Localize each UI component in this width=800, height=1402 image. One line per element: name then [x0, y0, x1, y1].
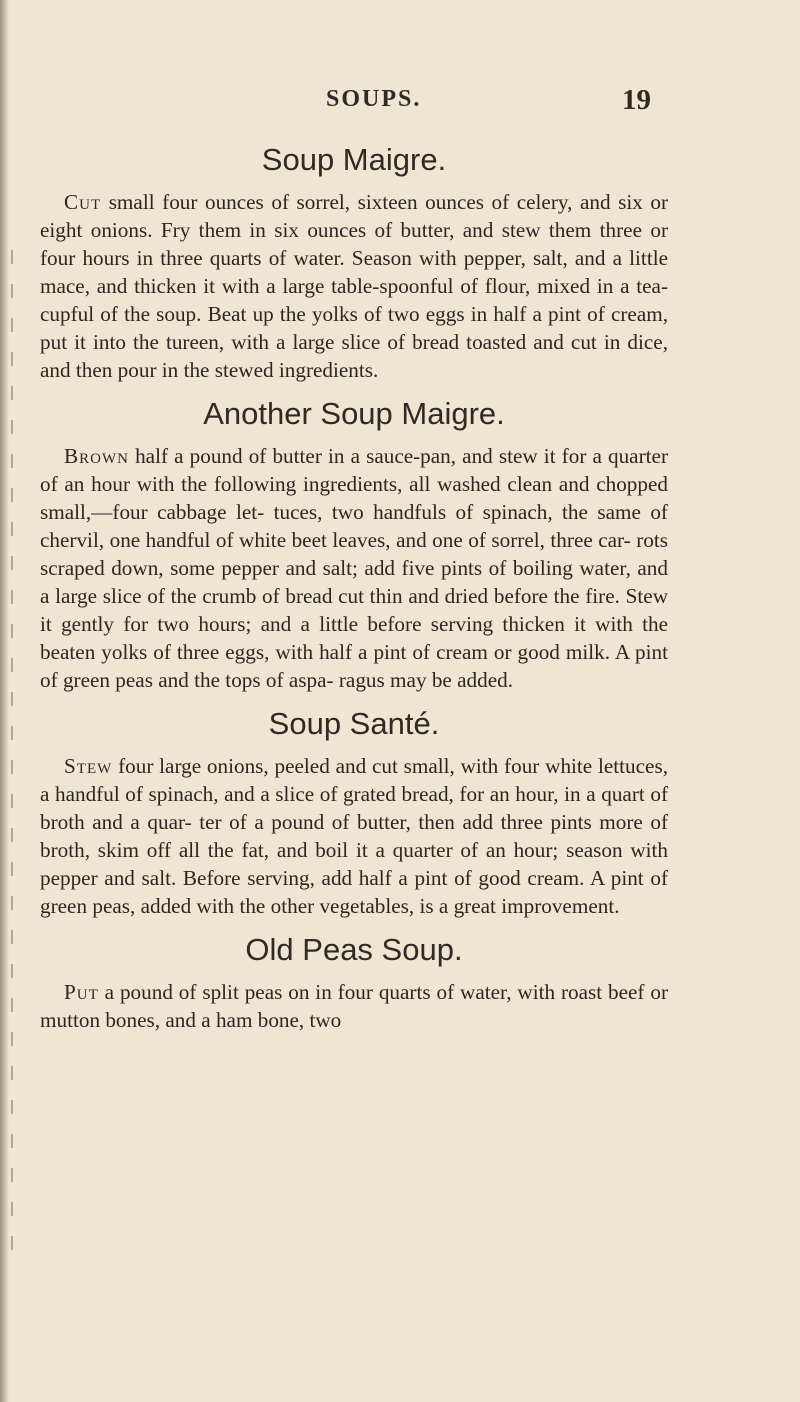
- recipe-title: Another Soup Maigre.: [203, 396, 505, 431]
- recipe-text: small four ounces of sorrel, sixteen ounces of celery, and six or eight onions. Fry them in six ounces of butter, and stew them three or four hours in three quarts of water. Season with pepper, salt, and a little mace, and thicken it with a large table-spoonful of flour, mixed in a tea-cupful of the soup. Beat up the yolks of two eggs in half a pint of cream, put it into the tureen, with a large slice of bread toasted and cut in dice, and then pour in the stewed ingredients.: [40, 190, 669, 382]
- lead-word: Stew: [64, 754, 113, 778]
- recipe-title: Soup Maigre.: [261, 142, 447, 177]
- recipe-soup-maigre: [40, 140, 668, 384]
- running-title: SOUPS.: [326, 86, 422, 112]
- recipe-text: a pound of split peas on in four quarts of water, with roast beef or mutton bones, and a ham bone, two: [40, 980, 669, 1032]
- lead-word: Cut: [64, 190, 102, 214]
- recipe-soup-sante: [40, 704, 668, 920]
- recipe-body: [40, 978, 668, 1034]
- page-number: 19: [622, 84, 651, 116]
- recipe-title: Old Peas Soup.: [245, 932, 463, 967]
- lead-word: Put: [64, 980, 99, 1004]
- running-head: [0, 86, 800, 118]
- recipe-old-peas-soup: [40, 930, 668, 1034]
- text-block: [40, 140, 668, 1034]
- recipe-body: [40, 752, 668, 920]
- recipe-body: [40, 188, 668, 384]
- recipe-body: [40, 442, 668, 694]
- lead-word: Brown: [64, 444, 129, 468]
- recipe-text: four large onions, peeled and cut small, with four white lettuces, a handful of spinach, and a slice of grated bread, for an hour, in a quart of broth and a quar- ter of a pound of butter, then add three pints more of broth, skim off all the fat, and boil it a quarter of an hour; season with pepper and salt. Before serving, add half a pint of good cream. A pint of green peas, added with the other vegetables, is a great improvement.: [40, 754, 669, 918]
- recipe-another-soup-maigre: [40, 394, 668, 694]
- recipe-text: half a pound of butter in a sauce-pan, and stew it for a quarter of an hour with the following ingredients, all washed clean and chopped small,—four cabbage let- tuces, two handfuls of spinach, the same of chervil, one handful of white beet leaves, and one of sorrel, three car- rots scraped down, some pepper and salt; add five pints of boiling water, and a large slice of the crumb of bread cut thin and dried before the fire. Stew it gently for two hours; and a little before serving thicken it with the beaten yolks of three eggs, with half a pint of cream or good milk. A pint of green peas and the tops of aspa- ragus may be added.: [40, 444, 668, 692]
- recipe-title: Soup Santé.: [268, 706, 440, 741]
- gutter-marks: [11, 250, 13, 1250]
- spine-shadow: [0, 0, 9, 1402]
